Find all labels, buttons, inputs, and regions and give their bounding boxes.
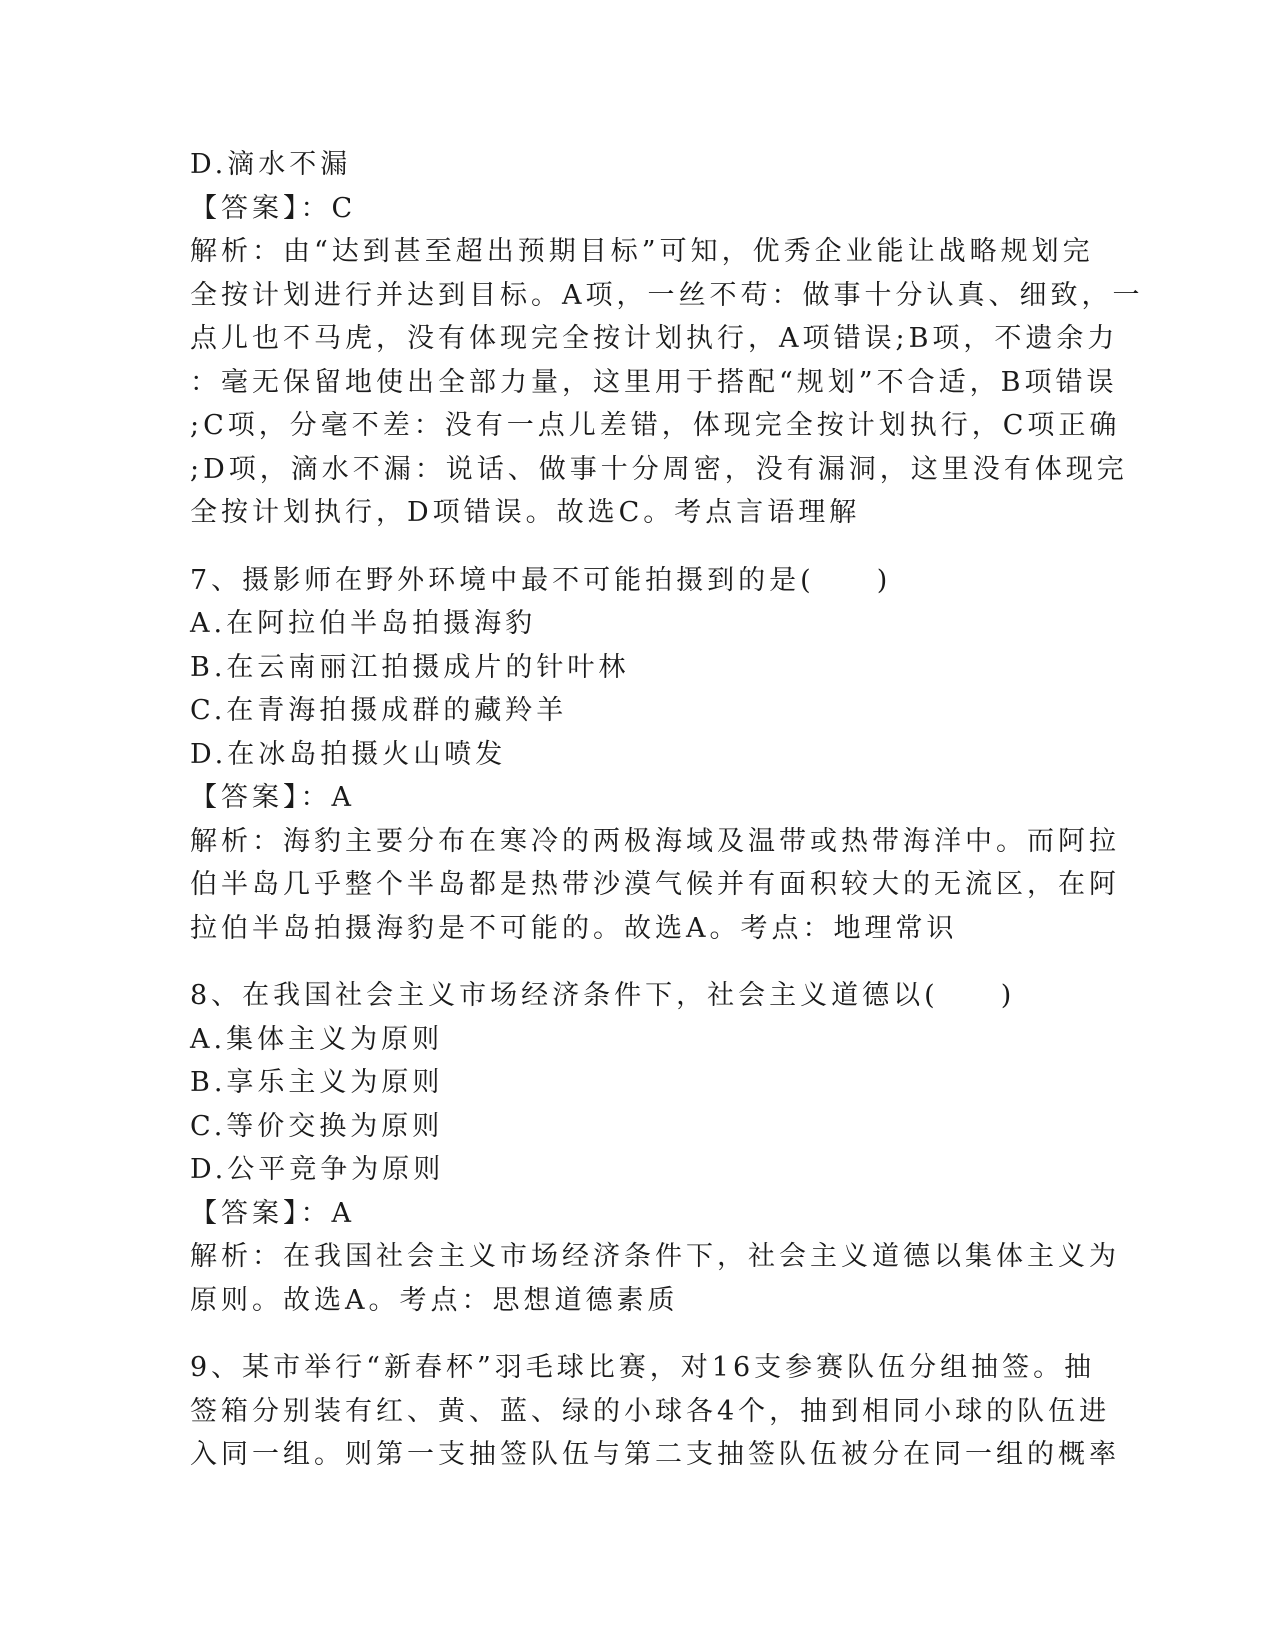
analysis-line: 拉伯半岛拍摄海豹是不可能的。故选A。考点：地理常识 xyxy=(190,912,958,944)
answer-label: 【答案】：A xyxy=(190,782,355,813)
analysis-line: 原则。故选A。考点：思想道德素质 xyxy=(190,1284,679,1316)
question-text: 入同一组。则第一支抽签队伍与第二支抽签队伍被分在同一组的概率 xyxy=(190,1439,1120,1470)
option-c: C.在青海拍摄成群的藏羚羊 xyxy=(190,695,568,726)
question-text: 7、摄影师在野外环境中最不可能拍摄到的是( ) xyxy=(190,564,892,596)
option-c: C.等价交换为原则 xyxy=(190,1110,444,1142)
question-9 xyxy=(190,1346,1120,1477)
question-8 xyxy=(190,974,1120,1322)
analysis-line: ;D项，滴水不漏：说话、做事十分周密，没有漏洞，这里没有体现完 xyxy=(190,453,1128,485)
question-text: 9、某市举行“新春杯”羽毛球比赛，对16支参赛队伍分组抽签。抽 xyxy=(190,1352,1096,1383)
question-7 xyxy=(190,559,1120,951)
option-d: D.滴水不漏 xyxy=(190,149,352,180)
option-d: D.在冰岛拍摄火山喷发 xyxy=(190,738,507,770)
option-d: D.公平竞争为原则 xyxy=(190,1154,445,1185)
option-b: B.享乐主义为原则 xyxy=(190,1067,444,1098)
option-b: B.在云南丽江拍摄成片的针叶林 xyxy=(190,651,630,683)
option-a: A.在阿拉伯半岛拍摄海豹 xyxy=(190,608,537,639)
question-6-tail xyxy=(190,143,1144,535)
analysis-line: 全按计划进行并达到目标。A项，一丝不苟：做事十分认真、细致，一 xyxy=(190,279,1144,311)
question-text: 签箱分别装有红、黄、蓝、绿的小球各4个，抽到相同小球的队伍进 xyxy=(190,1395,1111,1427)
page-content xyxy=(190,143,1144,1477)
analysis-line: 解析：海豹主要分布在寒冷的两极海域及温带或热带海洋中。而阿拉 xyxy=(190,825,1120,857)
analysis-line: ：毫无保留地使出全部力量，这里用于搭配“规划”不合适，B项错误 xyxy=(190,366,1118,398)
analysis-line: 点儿也不马虎，没有体现完全按计划执行，A项错误;B项，不遗余力 xyxy=(190,323,1119,354)
analysis-line: 解析：在我国社会主义市场经济条件下，社会主义道德以集体主义为 xyxy=(190,1241,1120,1272)
analysis-line: 全按计划执行，D项错误。故选C。考点言语理解 xyxy=(190,497,861,528)
analysis-line: 解析：由“达到甚至超出预期目标”可知，优秀企业能让战略规划完 xyxy=(190,236,1094,267)
question-text: 8、在我国社会主义市场经济条件下，社会主义道德以( ) xyxy=(190,980,1016,1011)
analysis-line: 伯半岛几乎整个半岛都是热带沙漠气候并有面积较大的无流区，在阿 xyxy=(190,869,1120,900)
option-a: A.集体主义为原则 xyxy=(190,1023,444,1055)
answer-label: 【答案】：A xyxy=(190,1197,355,1229)
answer-label: 【答案】：C xyxy=(190,192,357,224)
analysis-line: ;C项，分毫不差：没有一点儿差错，体现完全按计划执行，C项正确 xyxy=(190,410,1121,441)
